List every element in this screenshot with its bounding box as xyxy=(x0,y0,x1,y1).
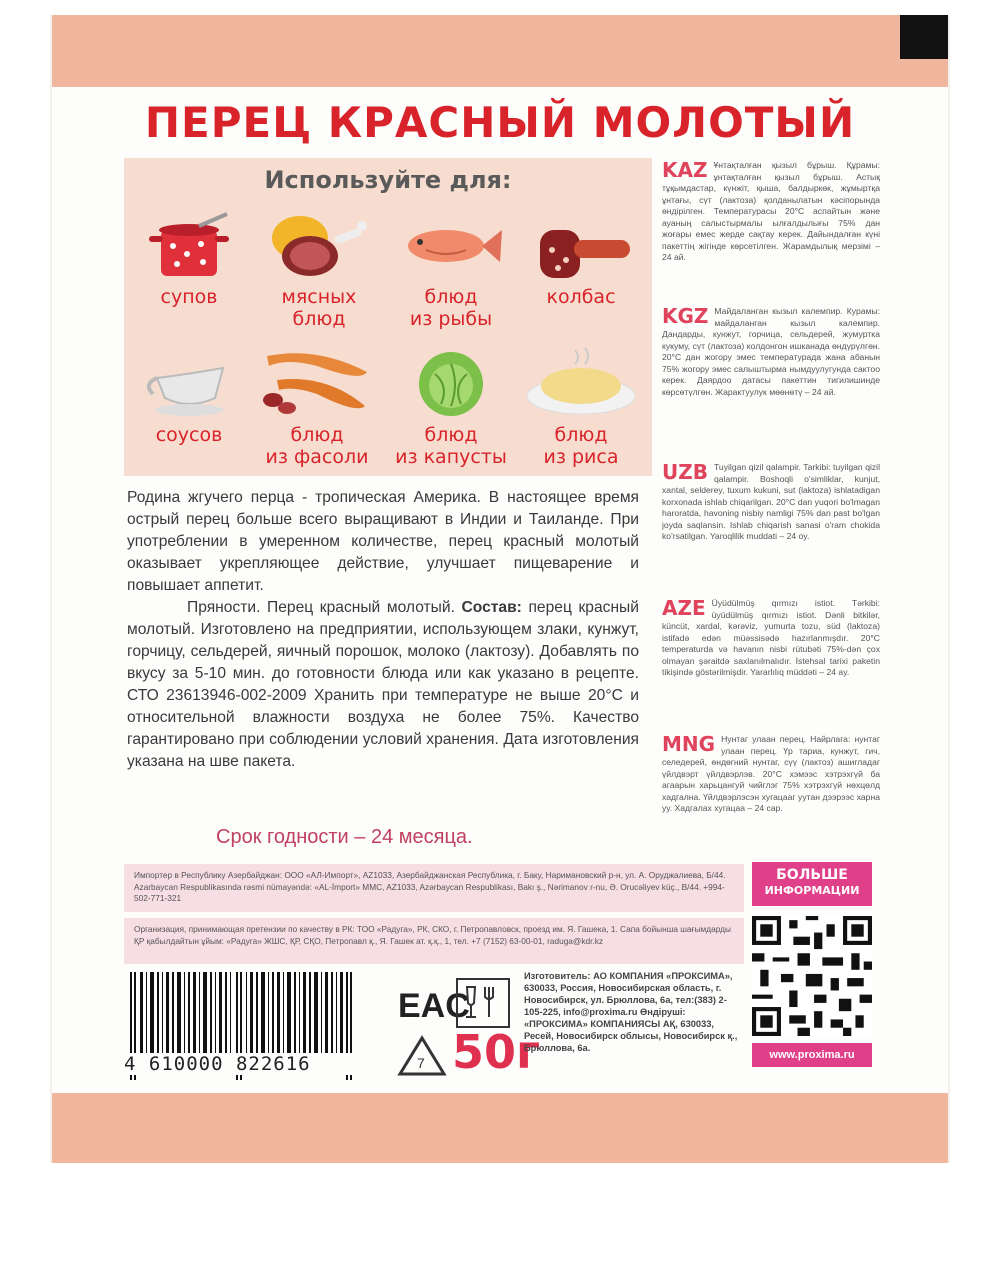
usage-label: блюд из капусты xyxy=(395,424,507,468)
usage-item-rice xyxy=(516,344,646,468)
usage-label: супов xyxy=(160,286,218,308)
usage-item-beans xyxy=(252,344,382,468)
recycle-code: 7 xyxy=(417,1055,425,1071)
usage-box xyxy=(124,158,652,476)
composition-label: Состав: xyxy=(461,599,522,616)
lang-block-kgz xyxy=(662,306,880,398)
usage-item-soups xyxy=(124,210,254,308)
lang-text: Tuyilgan qizil qalampir. Tarkibi: tuyilgan qizil qalampir. Boshoqli o'simliklar, kunjut, xantal, selderey, tuxum kukuni, sut (laktoza) ishlatadigan korxonada ishlab chiqarilgan. 20°C dan yuqori bo'lmagan haroratda, havoning nisbiy namligi 75% dan past bo'lgan joyda saqlansin. Ishlab chiqarish sanasi o'ram chokida ko'rsatilgan. Yaroqlilik muddati – 24 oy. xyxy=(662,462,880,541)
lang-text: Нунтаг улаан перец. Найрлага: нунтаг улаан перец. Үр тариа, кунжут, гич, селедерей, өндөгний нунтаг, сүү (лактоз) ашигладаг үйлдвэрт үйлдвэрлэв. 20°С хэмээс хэтрэхгүй ба агаарын харьцангуй чийглэг 75% хэтрэхгүй нөхцөлд хадгална. Үйлдвэрлэсэн хугацааг уутан дээрээс харна уу. Хадгалах хугацаа – 24 сар. xyxy=(662,734,880,813)
corner-band xyxy=(900,59,948,87)
food-contact-icon xyxy=(455,977,511,1029)
lang-code: UZB xyxy=(662,460,708,484)
composition-paragraph xyxy=(127,597,639,773)
manufacturer-info: Изготовитель: АО КОМПАНИЯ «ПРОКСИМА», 630033, Россия, Новосибирская область, г. Новосибирск, ул. Брюллова, 6а, тел:(383) 2-105-225, info@proxima.ru Өндіруші: «ПРОКСИМА» КОМПАНИЯСЫ АҚ, 630033, Ресей, Новосибирск облысы, Новосибирск қ., Брюллова, 6а. xyxy=(524,971,738,1053)
usage-label: соусов xyxy=(155,424,223,446)
usage-label: колбас xyxy=(546,286,616,308)
corner-mark xyxy=(900,15,948,59)
lang-block-uzb xyxy=(662,462,880,543)
lang-text: Майдаланган кызыл калемпир. Курамы: майдаланган кызыл калемпир. Дандарды, кунжут, горчица, сельдерей, жумуртка кукуму, сүт (лактоза) колдонгон ишканада өндүрүлгөн. 20°С дан жогору эмес температурада жана абанын 75% жогору эмес салыштырма нымдуулугунда сактоо керек. Даярдоо датасы пакеттин тигилишинде көрсөтүлгөн. Жарактуулук мөөнөтү – 24 ай. xyxy=(662,306,880,397)
eac-text: EAC xyxy=(398,987,470,1025)
usage-item-sausage xyxy=(516,210,646,308)
description xyxy=(127,487,639,773)
pot-icon xyxy=(139,210,239,282)
lang-code: KGZ xyxy=(662,304,709,328)
gravy-boat-icon xyxy=(139,354,239,420)
cabbage-icon xyxy=(401,344,501,420)
net-weight: 50г xyxy=(452,1025,541,1079)
lang-text: Ұнтақталған қызыл бұрыш. Құрамы: ұнтақталған қызыл бұрыш. Астық тұқымдастар, күнжіт, қыша, балдыркөк, жұмыртқа ұнтағы, сүт (лактоза) қолданылатын кәсіпорында өндірілген. Температурасы 20°С аспайтын және ауаның салыстырмалы ылғалдылығы 75% дан жоғары емес жерде сақтау керек. Дайындалған күні пакеттің жігінде көрсетілген. Жарамдылық мерзімі – 24 ай. xyxy=(662,160,880,262)
meat-icon xyxy=(264,202,374,282)
sausage-icon xyxy=(526,210,636,282)
bottom-band xyxy=(52,1093,948,1163)
usage-item-sauces xyxy=(124,354,254,446)
lang-code: MNG xyxy=(662,732,716,756)
more-info-button[interactable] xyxy=(752,862,872,906)
top-band xyxy=(52,15,900,87)
barcode-number: 4 610000 822616 xyxy=(124,1053,366,1075)
more-info-line1: БОЛЬШЕ xyxy=(776,867,848,883)
usage-title: Используйте для: xyxy=(264,166,512,194)
lang-text: Üyüdülmüş qırmızı istiot. Tərkibi: üyüdülmüş qırmızı istiot. Dənli bitkilər, küncüt, xardal, kərəviz, yumurta tozu, süd (laktoza) istifadə edən müəssisədə hazırlanmışdır. 20°C temperaturda və havanın nisbi rütubəti 75%-dən çox olmayan şəraitdə saxlanılmalıdır. İstehsal tarixi paketin tikişində göstərilmişdir. Yararlılıq müddəti – 24 ay. xyxy=(662,598,880,677)
composition-text: перец красный молотый. Изготовлено на предприятии, использующем злаки, кунжут, горчицу, сельдерей, яичный порошок, молоко (лактозу). Добавлять по вкусу за 5-10 мин. до готовности блюда или как указано в рецепте. СТО 23613946-002-2009 Хранить при температуре не выше 20°С и относительной влажности воздуха не более 75%. Качество гарантировано при соблюдении условий хранения. Дата изготовления указана на шве пакета. xyxy=(127,599,639,770)
lang-code: AZE xyxy=(662,596,706,620)
fish-icon xyxy=(396,210,506,282)
rice-icon xyxy=(521,344,641,420)
website-link[interactable]: www.proxima.ru xyxy=(752,1043,872,1067)
importer-info: Импортер в Республику Азербайджан: ООО «АЛ-Импорт», AZ1033, Азербайджанская Республика, г. Баку, Наримановский р-н, ул. А. Оруджалиева, Б/44. Azarbaycan Respublikasında rəsmi nümayəndə: «AL-İmport» MMC, AZ1033, Azərbaycan Respublikası, Bakı ş., Nərimanov r-nu, Ə. Orucəliyev küç., B/44. +994-502-771-321 xyxy=(124,864,744,912)
usage-item-cabbage xyxy=(386,344,516,468)
usage-label: блюд из фасоли xyxy=(265,424,369,468)
product-title: ПЕРЕЦ КРАСНЫЙ МОЛОТЫЙ xyxy=(144,98,856,147)
usage-label: блюд из рыбы xyxy=(409,286,493,330)
usage-item-fish xyxy=(386,210,516,330)
usage-label: блюд из риса xyxy=(543,424,619,468)
qr-code[interactable] xyxy=(752,916,872,1036)
usage-label: мясных блюд xyxy=(281,286,357,330)
shelf-life: Срок годности – 24 месяца. xyxy=(216,826,473,848)
eac-mark-icon xyxy=(396,977,470,1029)
claims-info: Организация, принимающая претензии по качеству в РК: ТОО «Радуга», РК, СКО, г. Петропавловск, проезд им. Я. Гашека, 1. Сапа бойынша шағымдарды ҚР қабылдайтын ұйым: «Радуга» ЖШС, ҚР, СҚО, Петропавл қ., Я. Гашек ат. қ.қ., 1, тел. +7 (7152) 63-00-01, raduga@kdr.kz xyxy=(124,918,744,964)
description-paragraph: Родина жгучего перца - тропическая Америка. В настоящее время острый перец больше всего выращивают в Индии и Таиланде. При употреблении в умеренном количестве, перец красный молотый оказывает укрепляющее действие, улучшает пищеварение и повышает аппетит. xyxy=(127,489,639,594)
lang-block-mng xyxy=(662,734,880,815)
more-info-line2: ИНФОРМАЦИИ xyxy=(764,884,860,897)
beans-icon xyxy=(257,344,377,420)
usage-item-meat xyxy=(254,202,384,330)
lang-block-aze xyxy=(662,598,880,679)
recycle-icon xyxy=(396,1034,448,1078)
lang-code: KAZ xyxy=(662,158,708,182)
lang-block-kaz xyxy=(662,160,880,264)
product-type: Пряности. Перец красный молотый. xyxy=(187,599,455,616)
